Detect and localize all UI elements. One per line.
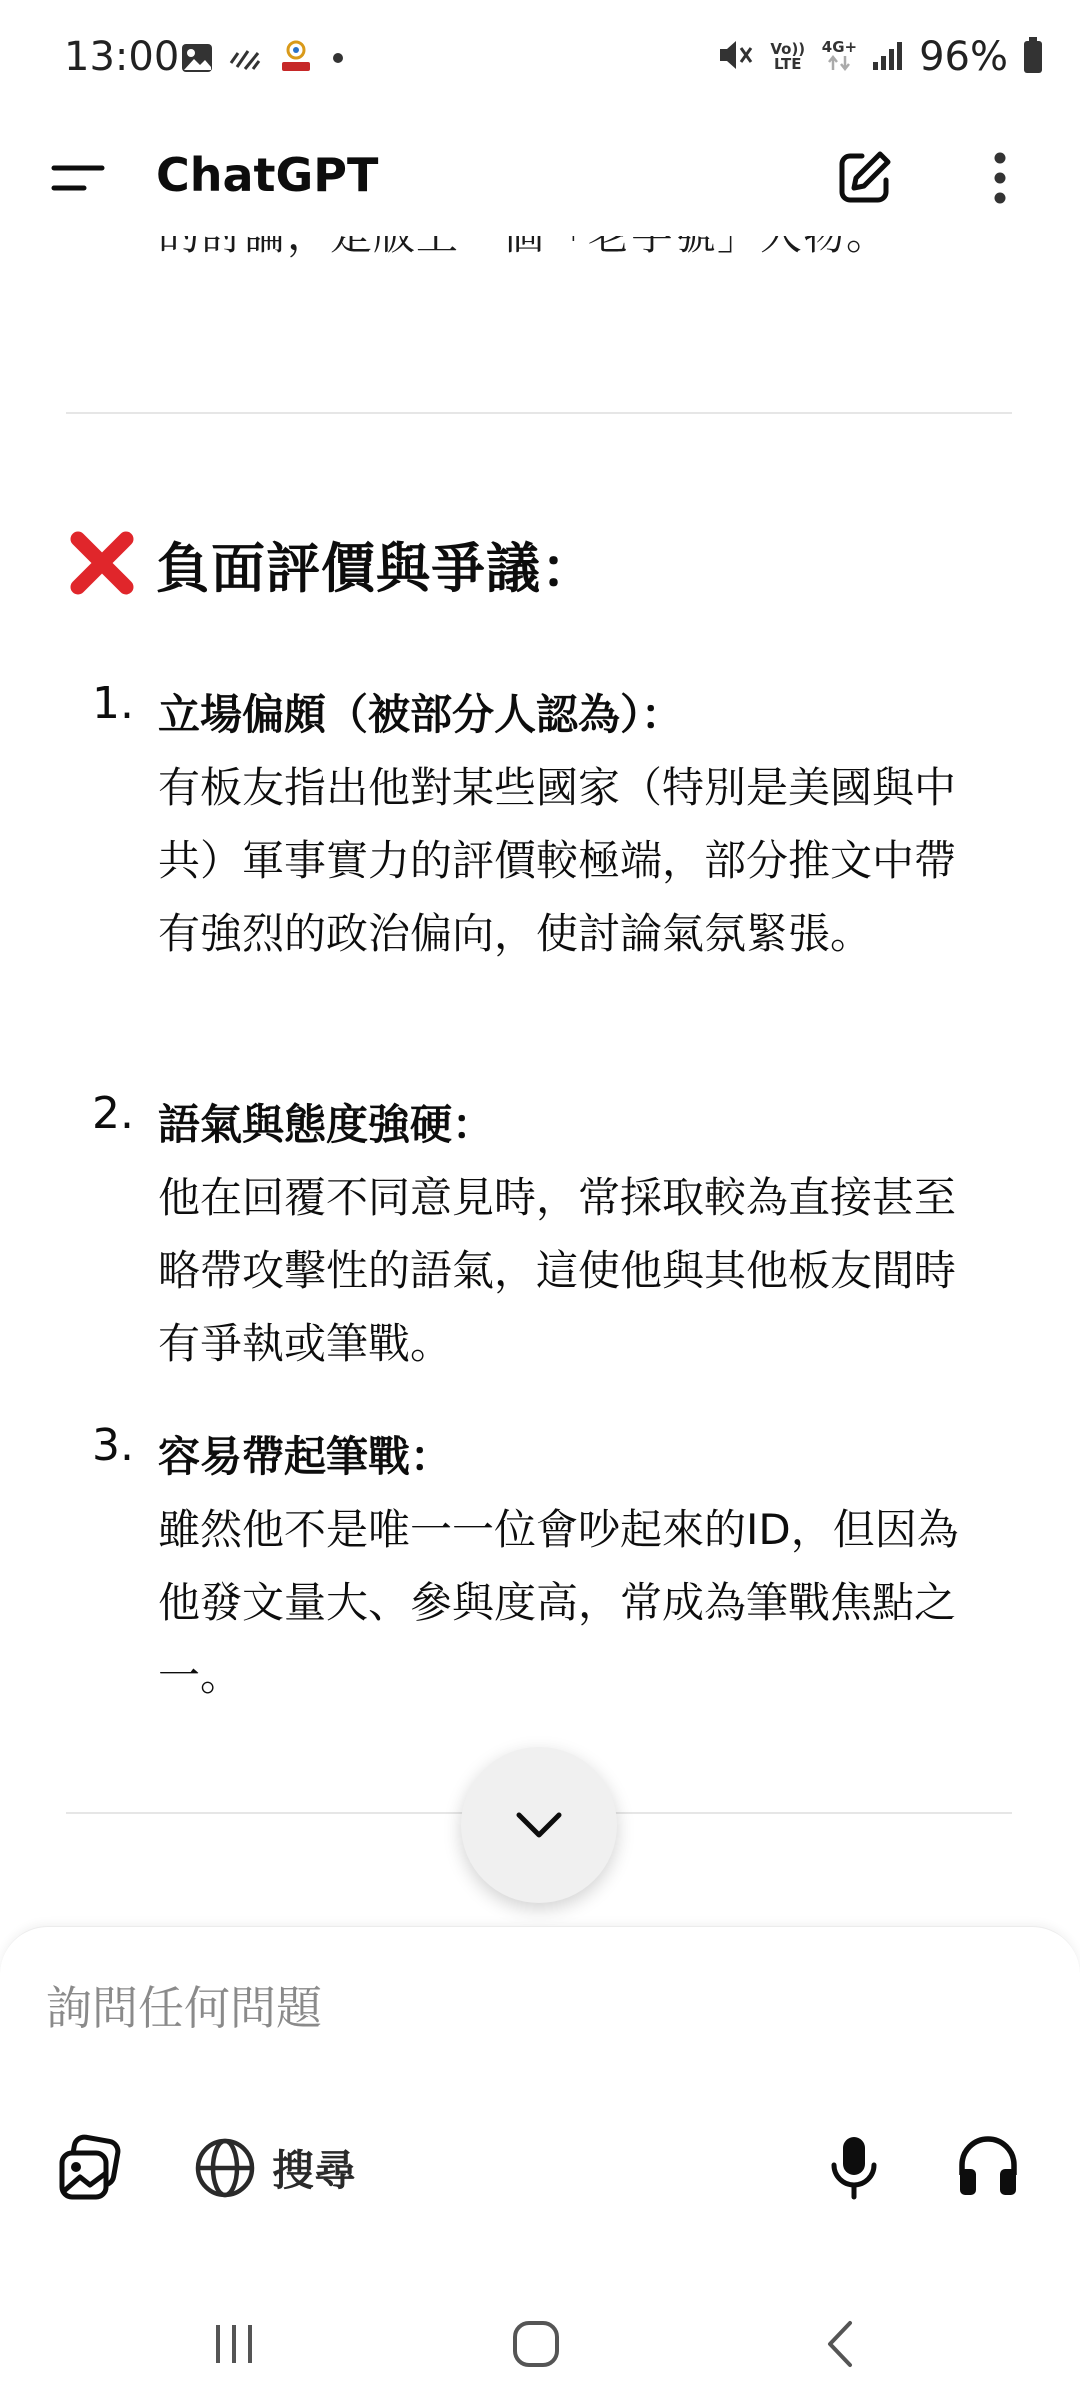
list-item-number: 1. [92,678,134,729]
signal-icon [871,38,905,76]
list-item-number: 3. [92,1420,134,1471]
recent-apps-icon [204,2319,264,2369]
globe-icon [194,2137,256,2199]
sidebar-menu-button[interactable] [46,150,110,206]
list-item-text: 他在回覆不同意見時，常採取較為直接甚至略帶攻擊性的語氣，這使他與其他板友間時有爭執或筆戰。 [158,1173,957,1368]
home-icon [509,2317,563,2371]
app-bar [0,120,1080,236]
chevron-down-icon [514,1810,564,1840]
status-bar [0,0,1080,120]
status-time: 13:00 [64,34,180,80]
image-attach-icon [54,2133,126,2205]
chat-content[interactable] [0,236,1080,1926]
search-label: 搜尋 [272,2146,357,2195]
battery-percentage: 96% [919,34,1008,80]
list-item-title: 語氣與態度強硬： [158,1100,495,1149]
headphones-icon [956,2133,1020,2199]
network-4g-label: 4G+ [821,37,858,56]
more-vertical-icon [976,146,1024,210]
list-item-text: 有板友指出他對某些國家（特別是美國與中共）軍事實力的評價較極端，部分推文中帶有強烈的政治偏向，使討論氣氛緊張。 [158,763,957,958]
edit-icon [832,146,896,210]
menu-icon [46,150,110,206]
battery-icon [1022,36,1044,78]
volte-label: Vo)) LTE [770,40,806,73]
voice-input-button[interactable] [826,2133,882,2203]
data-arrows-icon [824,55,854,71]
scroll-to-bottom-button[interactable] [461,1747,617,1903]
status-system-icons [716,34,1044,80]
attach-image-button[interactable] [54,2133,126,2205]
more-options-button[interactable] [976,146,1024,210]
list-item-title: 立場偏頗（被部分人認為）： [158,690,684,739]
section-heading [68,526,596,603]
dot-icon [330,50,346,70]
status-notification-icons [180,38,346,82]
microphone-icon [826,2133,882,2203]
back-button[interactable] [800,2314,880,2374]
image-icon [180,41,214,79]
app-notification-icon [276,38,316,82]
app-title: ChatGPT [156,148,379,202]
voice-mode-button[interactable] [956,2133,1020,2199]
new-chat-button[interactable] [832,146,896,210]
recent-apps-button[interactable] [194,2314,274,2374]
list-item-text: 雖然他不是唯一一位會吵起來的ID，但因為他發文量大、參與度高，常成為筆戰焦點之一。 [158,1505,959,1700]
mute-icon [716,36,754,78]
list-item-number: 2. [92,1088,134,1139]
message-composer [0,1926,1080,2286]
cross-mark-icon [68,529,136,601]
signal-chart-icon [228,41,262,79]
list-item-title: 容易帶起筆戰： [158,1432,453,1481]
divider [66,412,1012,414]
message-input[interactable] [46,1973,1026,2043]
section-title: 負面評價與爭議： [156,537,596,600]
home-button[interactable] [496,2314,576,2374]
network-4g-indicator [821,37,858,75]
back-icon [820,2317,860,2371]
search-button[interactable] [194,2137,356,2199]
system-navigation-bar [0,2286,1080,2400]
